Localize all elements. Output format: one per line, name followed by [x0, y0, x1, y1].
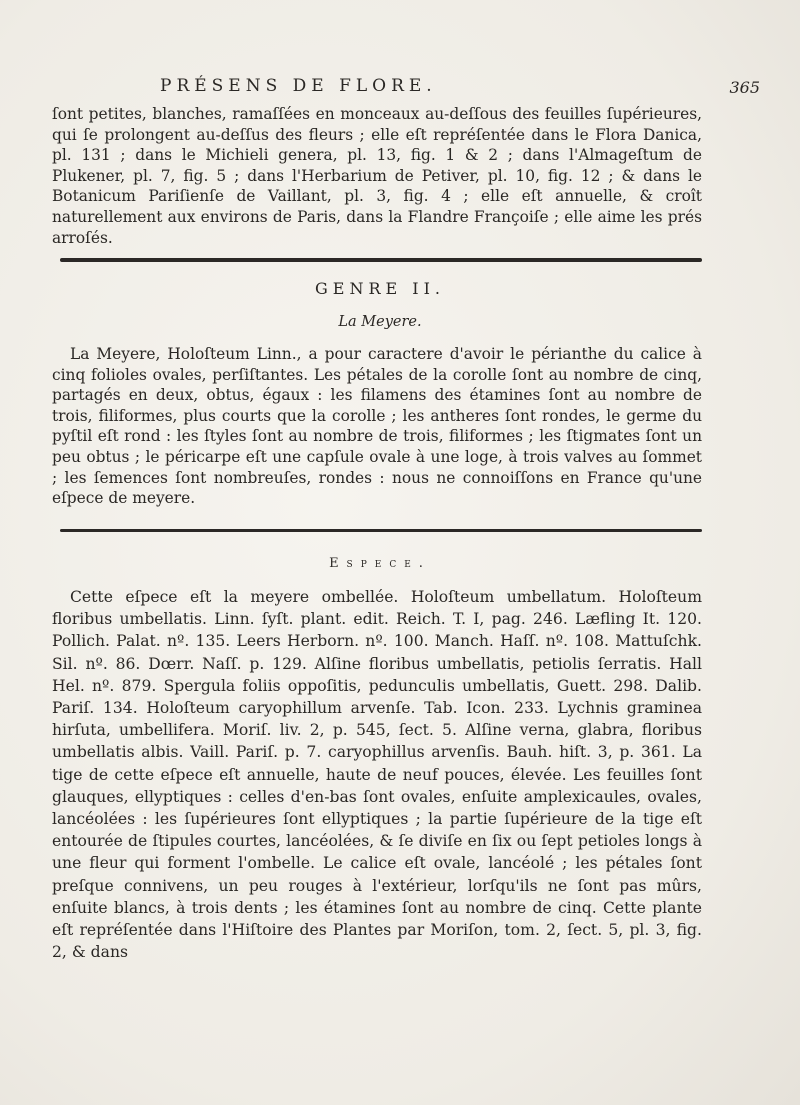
- page-header: [60, 76, 760, 102]
- paragraph-text: La Meyere, Holoſteum Linn., a pour caractere d'avoir le périanthe du calice à cinq folioles ovales, perſiſtantes. Les pétales de la corolle ſont au nombre de cinq, partagés en deux, obtus, égaux : les filamens des étamines ſont au nombre de trois, filiformes, plus courts que la corolle ; les antheres ſont rondes, le germe du pyſtil eſt rond : les ſtyles ſont au nombre de trois, filiformes ; les ſtigmates ſont un peu obtus ; le péricarpe eſt une capſule ovale à une loge, à trois valves au ſommet ; les ſemences ſont nombreuſes, rondes : nous ne connoiſſons en France qu'une eſpece de meyere.: [52, 345, 702, 508]
- paragraph-genre-description: [52, 344, 702, 509]
- running-head: PRÉSENS DE FLORE.: [160, 76, 437, 96]
- paragraph-continuation: [52, 104, 702, 248]
- section-divider: [60, 529, 702, 532]
- genre-heading: GENRE II.: [315, 279, 445, 298]
- section-divider: [60, 258, 702, 262]
- espece-heading: Espece.: [329, 556, 431, 571]
- paragraph-text: Cette eſpece eſt la meyere ombellée. Holoſteum umbellatum. Holoſteum floribus umbellatis. Linn. ſyſt. plant. edit. Reich. T. I, pag. 246. Læfling It. 120. Pollich. Palat. nº. 135. Leers Herborn. nº. 100. Manch. Haſſ. nº. 108. Mattuſchk. Sil. nº. 86. Dœrr. Naſſ. p. 129. Alſine floribus umbellatis, petiolis ſerratis. Hall Hel. nº. 879. Spergula foliis oppoſitis, pedunculis umbellatis, Guett. 298. Dalib. Pariſ. 134. Holoſteum caryophillum arvenſe. Tab. Icon. 233. Lychnis graminea hirſuta, umbellifera. Moriſ. liv. 2, p. 545, ſect. 5. Alſine verna, glabra, floribus umbellatis albis. Vaill. Pariſ. p. 7. caryophillus arvenſis. Bauh. hiſt. 3, p. 361. La tige de cette eſpece eſt annuelle, haute de neuf pouces, élevée. Les feuilles ſont glauques, ellyptiques : celles d'en-bas ſont ovales, enſuite amplexicaules, ovales, lancéolées : les ſupérieures ſont ellyptiques ; la partie ſupérieure de la tige eſt entourée de ſtipules courtes, lancéolées, & ſe diviſe en ſix ou ſept petioles longs à une fleur qui forment l'ombelle. Le calice eſt ovale, lancéolé ; les pétales ſont preſque connivens, un peu rouges à l'extérieur, lorſqu'ils ne ſont pas mûrs, enſuite blancs, à trois dents ; les étamines ſont au nombre de cinq. Cette plante eſt repréſentée dans l'Hiſtoire des Plantes par Moriſon, tom. 2, ſect. 5, pl. 3, fig. 2, & dans: [52, 588, 702, 962]
- paragraph-text: ſont petites, blanches, ramaſſées en monceaux au-deſſous des feuilles ſupérieures, qui ſe prolongent au-deſſus des fleurs ; elle eſt repréſentée dans le Flora Danica, pl. 131 ; dans le Michieli genera, pl. 13, fig. 1 & 2 ; dans l'Almageſtum de Plukener, pl. 7, fig. 5 ; dans l'Herbarium de Petiver, pl. 10, fig. 12 ; & dans le Botanicum Pariſienſe de Vaillant, pl. 3, fig. 4 ; elle eſt annuelle, & croît naturellement aux environs de Paris, dans la Flandre Françoiſe ; elle aime les prés arroſés.: [52, 105, 702, 247]
- genre-subtitle: La Meyere.: [338, 314, 422, 330]
- paragraph-espece-description: [52, 586, 702, 963]
- page-number: 365: [729, 78, 760, 97]
